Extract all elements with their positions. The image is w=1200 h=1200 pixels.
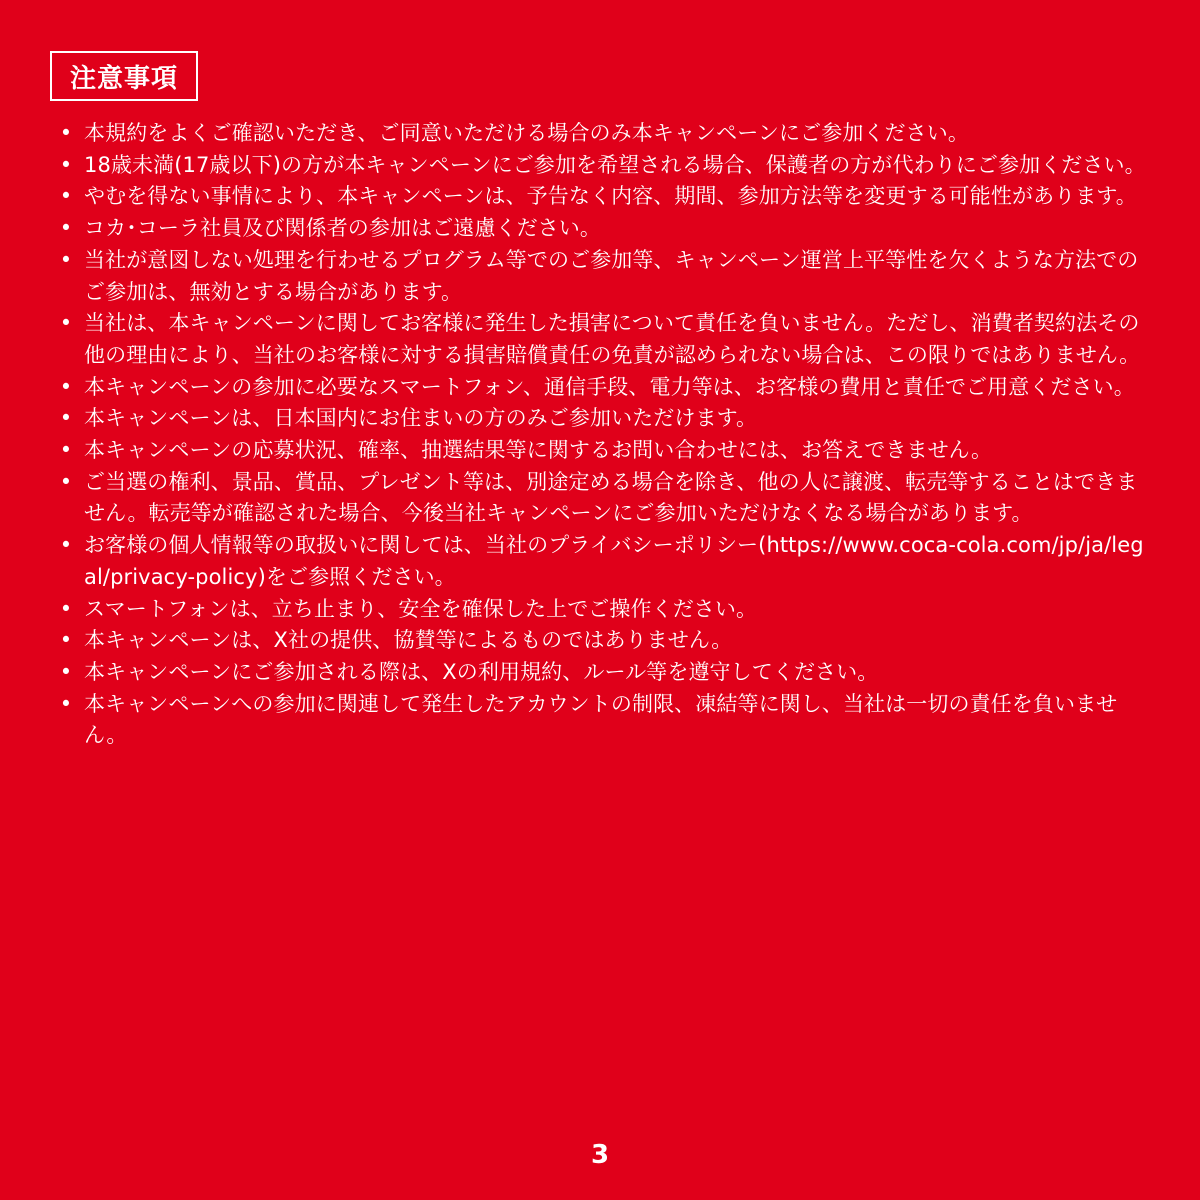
list-item [58,245,1154,308]
note-text: やむを得ない事情により、本キャンペーンは、予告なく内容、期間、参加方法等を変更する可能性があります。 [84,184,1137,209]
list-item [58,181,1154,213]
list-item [58,308,1154,371]
bullet-icon: • [59,469,73,494]
note-text: ご当選の権利、景品、賞品、プレゼント等は、別途定める場合を除き、他の人に譲渡、転売等することはできません。転売等が確認された場合、今後当社キャンペーンにご参加いただけなくなる場合があります。 [84,469,1138,526]
note-text: 当社は、本キャンペーンに関してお客様に発生した損害について責任を負いません。ただし、消費者契約法その他の理由により、当社のお客様に対する損害賠償責任の免責が認められない場合は、この限りではありません。 [84,311,1141,367]
bullet-icon: • [59,216,73,241]
note-text: 本キャンペーンにご参加される際は、Xの利用規約、ルール等を遵守してください。 [84,659,879,684]
bullet-icon: • [59,311,73,336]
list-item [58,689,1154,752]
list-item [58,625,1154,657]
bullet-icon: • [59,374,73,399]
note-text: お客様の個人情報等の取扱いに関しては、当社のプライバシーポリシー(https://www.coca-cola.com/jp/ja/legal/privacy-policy)をご参照ください。 [84,533,1144,589]
note-text: 当社が意図しない処理を行わせるプログラム等でのご参加等、キャンペーン運営上平等性を欠くような方法でのご参加は、無効とする場合があります。 [84,247,1139,304]
bullet-icon: • [59,533,73,558]
notice-heading: 注意事項 [50,51,198,101]
bullet-icon: • [59,628,73,653]
list-item [58,372,1154,404]
bullet-icon: • [59,596,73,621]
list-item [58,118,1154,150]
note-text: 本キャンペーンは、日本国内にお住まいの方のみご参加いただけます。 [84,406,758,431]
note-text: スマートフォンは、立ち止まり、安全を確保した上でご操作ください。 [84,596,758,621]
bullet-icon: • [59,659,73,684]
bullet-icon: • [59,247,73,272]
list-item [58,657,1154,689]
page-number: 3 [590,1140,610,1170]
note-text: 本キャンペーンの参加に必要なスマートフォン、通信手段、電力等は、お客様の費用と責任でご用意ください。 [84,374,1135,399]
bullet-icon: • [59,184,73,209]
bullet-icon: • [59,691,73,716]
list-item [58,403,1154,435]
list-item [58,435,1154,467]
list-item [58,530,1154,593]
bullet-icon: • [59,152,73,177]
list-item [58,150,1154,182]
note-text: コカ･コーラ社員及び関係者の参加はご遠慮ください。 [84,216,601,241]
bullet-icon: • [59,438,73,463]
list-item [58,213,1154,245]
note-text: 本キャンペーンは、X社の提供、協賛等によるものではありません。 [84,628,733,653]
list-item [58,594,1154,626]
bullet-icon: • [59,406,73,431]
bullet-icon: • [59,121,73,145]
note-text: 本キャンペーンへの参加に関連して発生したアカウントの制限、凍結等に関し、当社は一切の責任を負いません。 [84,691,1118,748]
note-text: 本規約をよくご確認いただき、ご同意いただける場合のみ本キャンペーンにご参加ください。 [84,121,969,145]
note-text: 18歳未満(17歳以下)の方が本キャンペーンにご参加を希望される場合、保護者の方が代わりにご参加ください。 [84,152,1146,177]
note-text: 本キャンペーンの応募状況、確率、抽選結果等に関するお問い合わせには、お答えできません。 [84,438,993,463]
notes-list [58,118,1154,752]
list-item [58,467,1154,530]
